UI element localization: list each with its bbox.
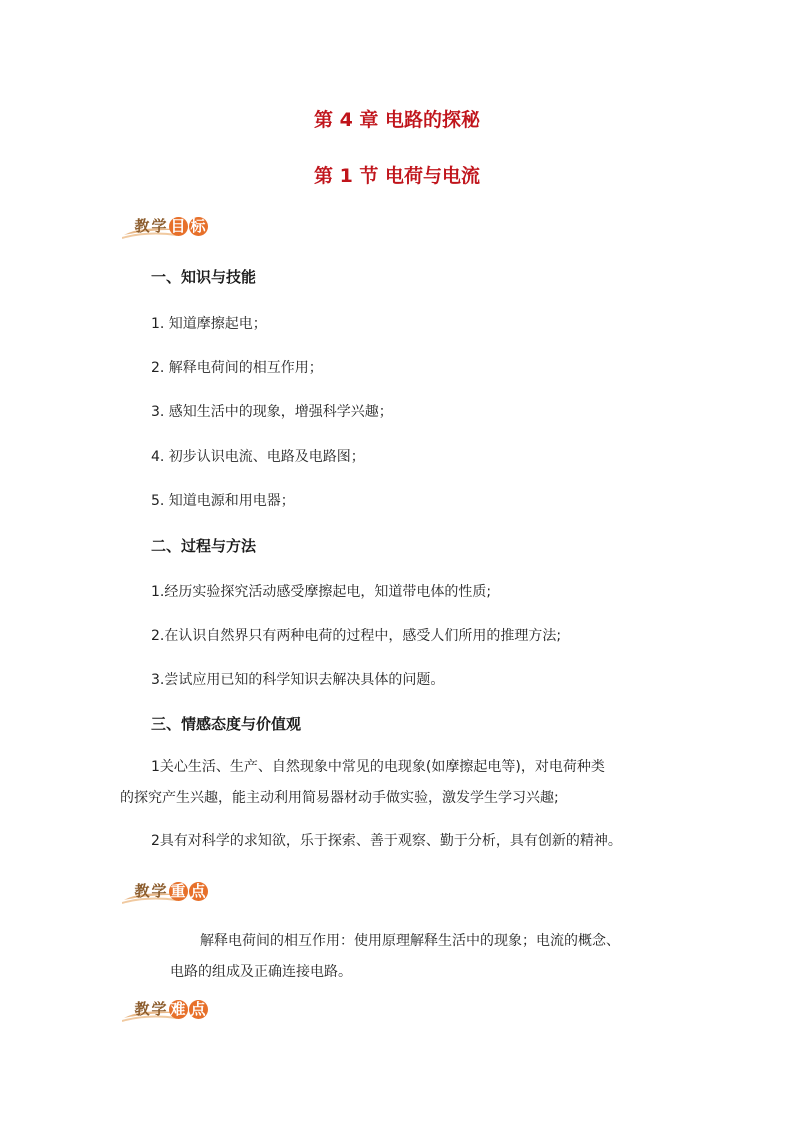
list-item: 1. 知道摩擦起电； bbox=[151, 316, 267, 332]
section-title: 第 1 节 电荷与电流 bbox=[313, 165, 481, 187]
badge-difficult-points bbox=[122, 996, 232, 1024]
badge-char: 重 bbox=[170, 882, 187, 900]
badge-char: 教 bbox=[134, 217, 151, 235]
badge-char: 点 bbox=[190, 1000, 207, 1018]
badge-char: 目 bbox=[170, 217, 187, 235]
list-item: 1.经历实验探究活动感受摩擦起电，知道带电体的性质; bbox=[151, 584, 492, 600]
list-item: 5. 知道电源和用电器； bbox=[151, 493, 295, 509]
section-heading: 三、情感态度与价值观 bbox=[151, 715, 302, 733]
list-item: 2. 解释电荷间的相互作用； bbox=[151, 360, 323, 376]
badge-char: 难 bbox=[170, 1000, 187, 1018]
badge-char: 点 bbox=[190, 882, 207, 900]
section-heading: 二、过程与方法 bbox=[151, 537, 257, 555]
list-item: 2.在认识自然界只有两种电荷的过程中，感受人们所用的推理方法; bbox=[151, 628, 562, 644]
badge-char: 教 bbox=[134, 1000, 151, 1018]
paragraph-line: 解释电荷间的相互作用：使用原理解释生活中的现象；电流的概念、 bbox=[200, 933, 620, 949]
section-heading: 一、知识与技能 bbox=[151, 268, 257, 286]
chapter-title: 第 4 章 电路的探秘 bbox=[313, 109, 481, 131]
badge-char: 学 bbox=[151, 217, 168, 235]
badge-char: 教 bbox=[134, 882, 151, 900]
badge-char: 标 bbox=[190, 217, 207, 235]
badge-key-points bbox=[122, 878, 232, 906]
paragraph-line: 1关心生活、生产、自然现象中常见的电现象(如摩擦起电等)，对电荷种类 bbox=[151, 759, 605, 775]
badge-teaching-goals bbox=[122, 213, 232, 241]
list-item: 3. 感知生活中的现象，增强科学兴趣； bbox=[151, 404, 393, 420]
badge-char: 学 bbox=[151, 882, 168, 900]
paragraph-line: 2具有对科学的求知欲，乐于探索、善于观察、勤于分析，具有创新的精神。 bbox=[151, 833, 622, 849]
paragraph-line: 的探究产生兴趣，能主动利用简易器材动手做实验，激发学生学习兴趣; bbox=[120, 790, 559, 806]
list-item: 4. 初步认识电流、电路及电路图； bbox=[151, 449, 365, 465]
paragraph-line: 电路的组成及正确连接电路。 bbox=[170, 964, 352, 980]
badge-char: 学 bbox=[151, 1000, 168, 1018]
list-item: 3.尝试应用已知的科学知识去解决具体的问题。 bbox=[151, 672, 445, 688]
